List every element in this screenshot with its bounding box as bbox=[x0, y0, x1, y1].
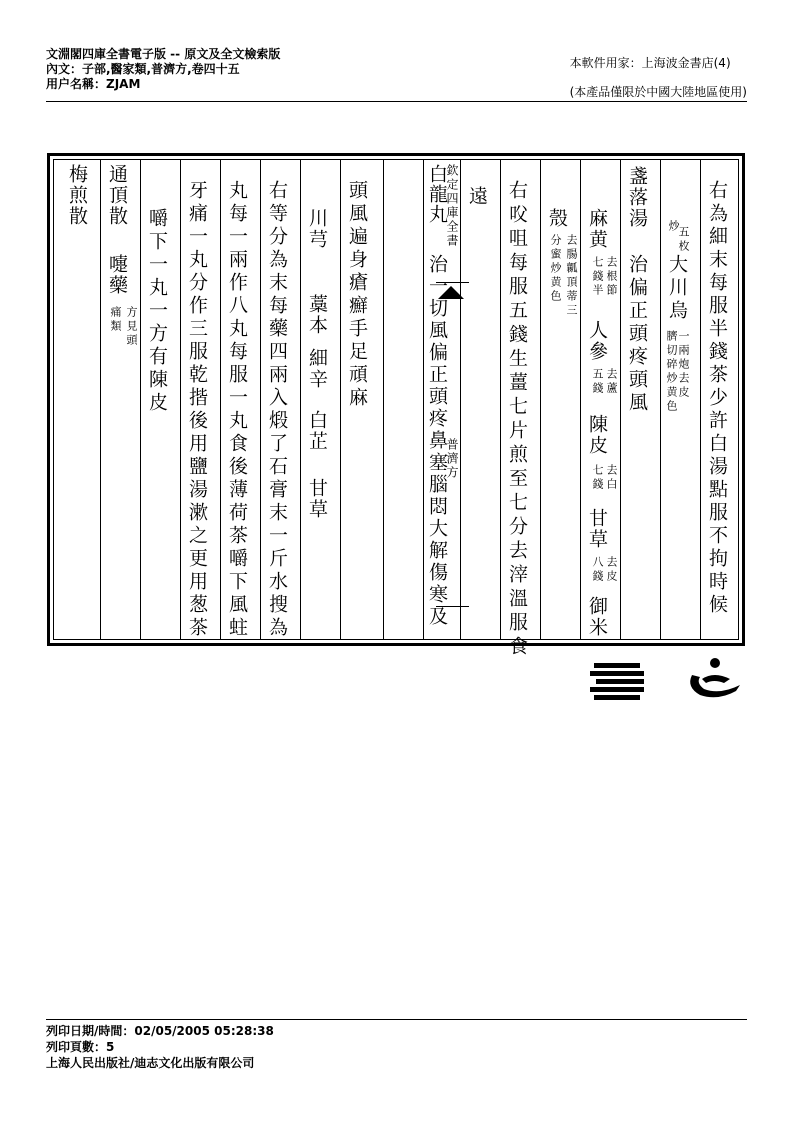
note-column-2-b: 臍切碎炒黄色 bbox=[665, 330, 678, 414]
note-tong-ding-a: 方見頭 bbox=[125, 306, 138, 348]
text-column-9: 頭風遍身瘡癬手足頑麻 bbox=[346, 180, 368, 410]
header-title: 文淵閣四庫全書電子版 -- 原文及全文檢索版 bbox=[46, 47, 281, 61]
note-chen-pi-b: 七錢 bbox=[591, 464, 604, 492]
text-column-2: 大川烏 bbox=[666, 254, 688, 323]
herb-gan-cao: 甘草 bbox=[586, 508, 608, 550]
text-column-8: 治一切風偏正頭疼鼻塞腦悶大解傷寒及 bbox=[426, 254, 448, 628]
spine-chapter: 普濟方 bbox=[445, 438, 459, 480]
note-ren-shen-b: 五錢 bbox=[591, 368, 604, 396]
header-meta bbox=[46, 47, 280, 92]
text-column-13: 牙痛一丸分作三服乾揩後用鹽湯漱之更用葱茶 bbox=[186, 180, 208, 640]
herb-gao-ben: 藁本 bbox=[306, 294, 328, 336]
print-page-count: 列印頁數：5 bbox=[46, 1040, 115, 1054]
column-divider bbox=[383, 160, 384, 639]
note-column-2-top-b: 炒 bbox=[667, 220, 680, 234]
herb-bai-zhi: 白芷 bbox=[306, 410, 328, 452]
note-ma-huang-a: 去根 bbox=[605, 256, 618, 284]
page-frame bbox=[47, 153, 745, 660]
herb-yu-mi: 御米 bbox=[586, 596, 608, 638]
herb-ren-shen: 人參 bbox=[586, 320, 608, 362]
note-ma-huang-b: 七錢 bbox=[591, 256, 604, 284]
column-divider bbox=[340, 160, 341, 639]
recipe-title-mei-jian-san: 梅煎散 bbox=[66, 164, 88, 227]
herb-ke: 殼 bbox=[546, 208, 568, 230]
column-divider bbox=[660, 160, 661, 639]
herb-gan-cao-2: 甘草 bbox=[306, 478, 328, 520]
note-chen-pi-a: 去白 bbox=[605, 464, 618, 492]
column-divider bbox=[620, 160, 621, 639]
header-license bbox=[570, 49, 747, 107]
note-column-2-top: 五枚 bbox=[677, 226, 690, 254]
publisher-seal-icon bbox=[590, 655, 750, 705]
header-user: 用户名稱：ZJAM bbox=[46, 77, 141, 91]
recipe-title-ye-luo-tang: 盞落湯 bbox=[626, 166, 648, 229]
print-datetime: 列印日期/時間：02/05/2005 05:28:38 bbox=[46, 1024, 274, 1038]
herb-xi-xin: 細辛 bbox=[306, 348, 328, 390]
note-column-2-a: 一兩炮去皮 bbox=[677, 330, 690, 400]
footer-divider bbox=[46, 1019, 747, 1020]
publisher-credit: 上海人民出版社/迪志文化出版有限公司 bbox=[46, 1056, 255, 1070]
column-divider bbox=[220, 160, 221, 639]
license-region: (本產品僅限於中國大陸地區使用) bbox=[569, 85, 747, 99]
recipe-title-bai-long-wan: 白龍丸 bbox=[426, 164, 448, 224]
column-divider bbox=[700, 160, 701, 639]
herb-chen-pi: 陳皮 bbox=[586, 414, 608, 456]
note-gan-cao-a: 去皮 bbox=[605, 556, 618, 584]
header-section: 內文：子部,醫家類,普濟方,卷四十五 bbox=[46, 62, 240, 76]
column-divider bbox=[580, 160, 581, 639]
column-divider bbox=[423, 160, 424, 639]
text-column-3: 治偏正頭疼頭風 bbox=[626, 254, 648, 415]
column-divider bbox=[180, 160, 181, 639]
note-ke-a: 去腸瓤頂蒂三 bbox=[565, 234, 578, 318]
text-column-12: 丸每一兩作八丸每服一丸食後薄荷茶嚼下風蛀 bbox=[226, 180, 248, 640]
text-column-6: 右㕮咀每服五錢生薑七片煎至七分去滓溫服食 bbox=[506, 180, 528, 660]
herb-ti-yao: 嚏藥 bbox=[106, 254, 128, 296]
spine-book-title: 欽定四庫全書 bbox=[445, 164, 459, 248]
column-divider bbox=[100, 160, 101, 639]
note-ren-shen-a: 去蘆 bbox=[605, 368, 618, 396]
license-holder: 本軟件用家：上海波金書店(4) bbox=[569, 56, 731, 70]
column-divider bbox=[260, 160, 261, 639]
header-divider bbox=[46, 101, 747, 102]
note-ma-huang-c: 節 bbox=[605, 284, 618, 298]
herb-ma-huang: 麻黄 bbox=[586, 208, 608, 250]
text-column-14: 嚼下一丸一方有陳皮 bbox=[146, 208, 168, 415]
column-divider bbox=[540, 160, 541, 639]
note-ma-huang-d: 半 bbox=[591, 284, 604, 298]
page-body bbox=[53, 159, 739, 660]
note-ke-b: 分蜜炒黄色 bbox=[549, 234, 562, 304]
column-divider bbox=[140, 160, 141, 639]
text-column-7: 遠 bbox=[466, 186, 488, 208]
column-divider bbox=[500, 160, 501, 639]
herb-chuan-xiong: 川芎 bbox=[306, 208, 328, 250]
text-column-11: 右等分為末每藥四兩入煅了石膏末一斤水搜為 bbox=[266, 180, 288, 640]
text-column-1: 右為細末每服半錢茶少許白湯點服不拘時候 bbox=[706, 180, 728, 617]
note-gan-cao-b: 八錢 bbox=[591, 556, 604, 584]
note-tong-ding-b: 痛類 bbox=[109, 306, 122, 334]
column-divider bbox=[300, 160, 301, 639]
footer-meta bbox=[46, 1023, 274, 1071]
recipe-title-tong-ding-san: 通頂散 bbox=[106, 164, 128, 227]
